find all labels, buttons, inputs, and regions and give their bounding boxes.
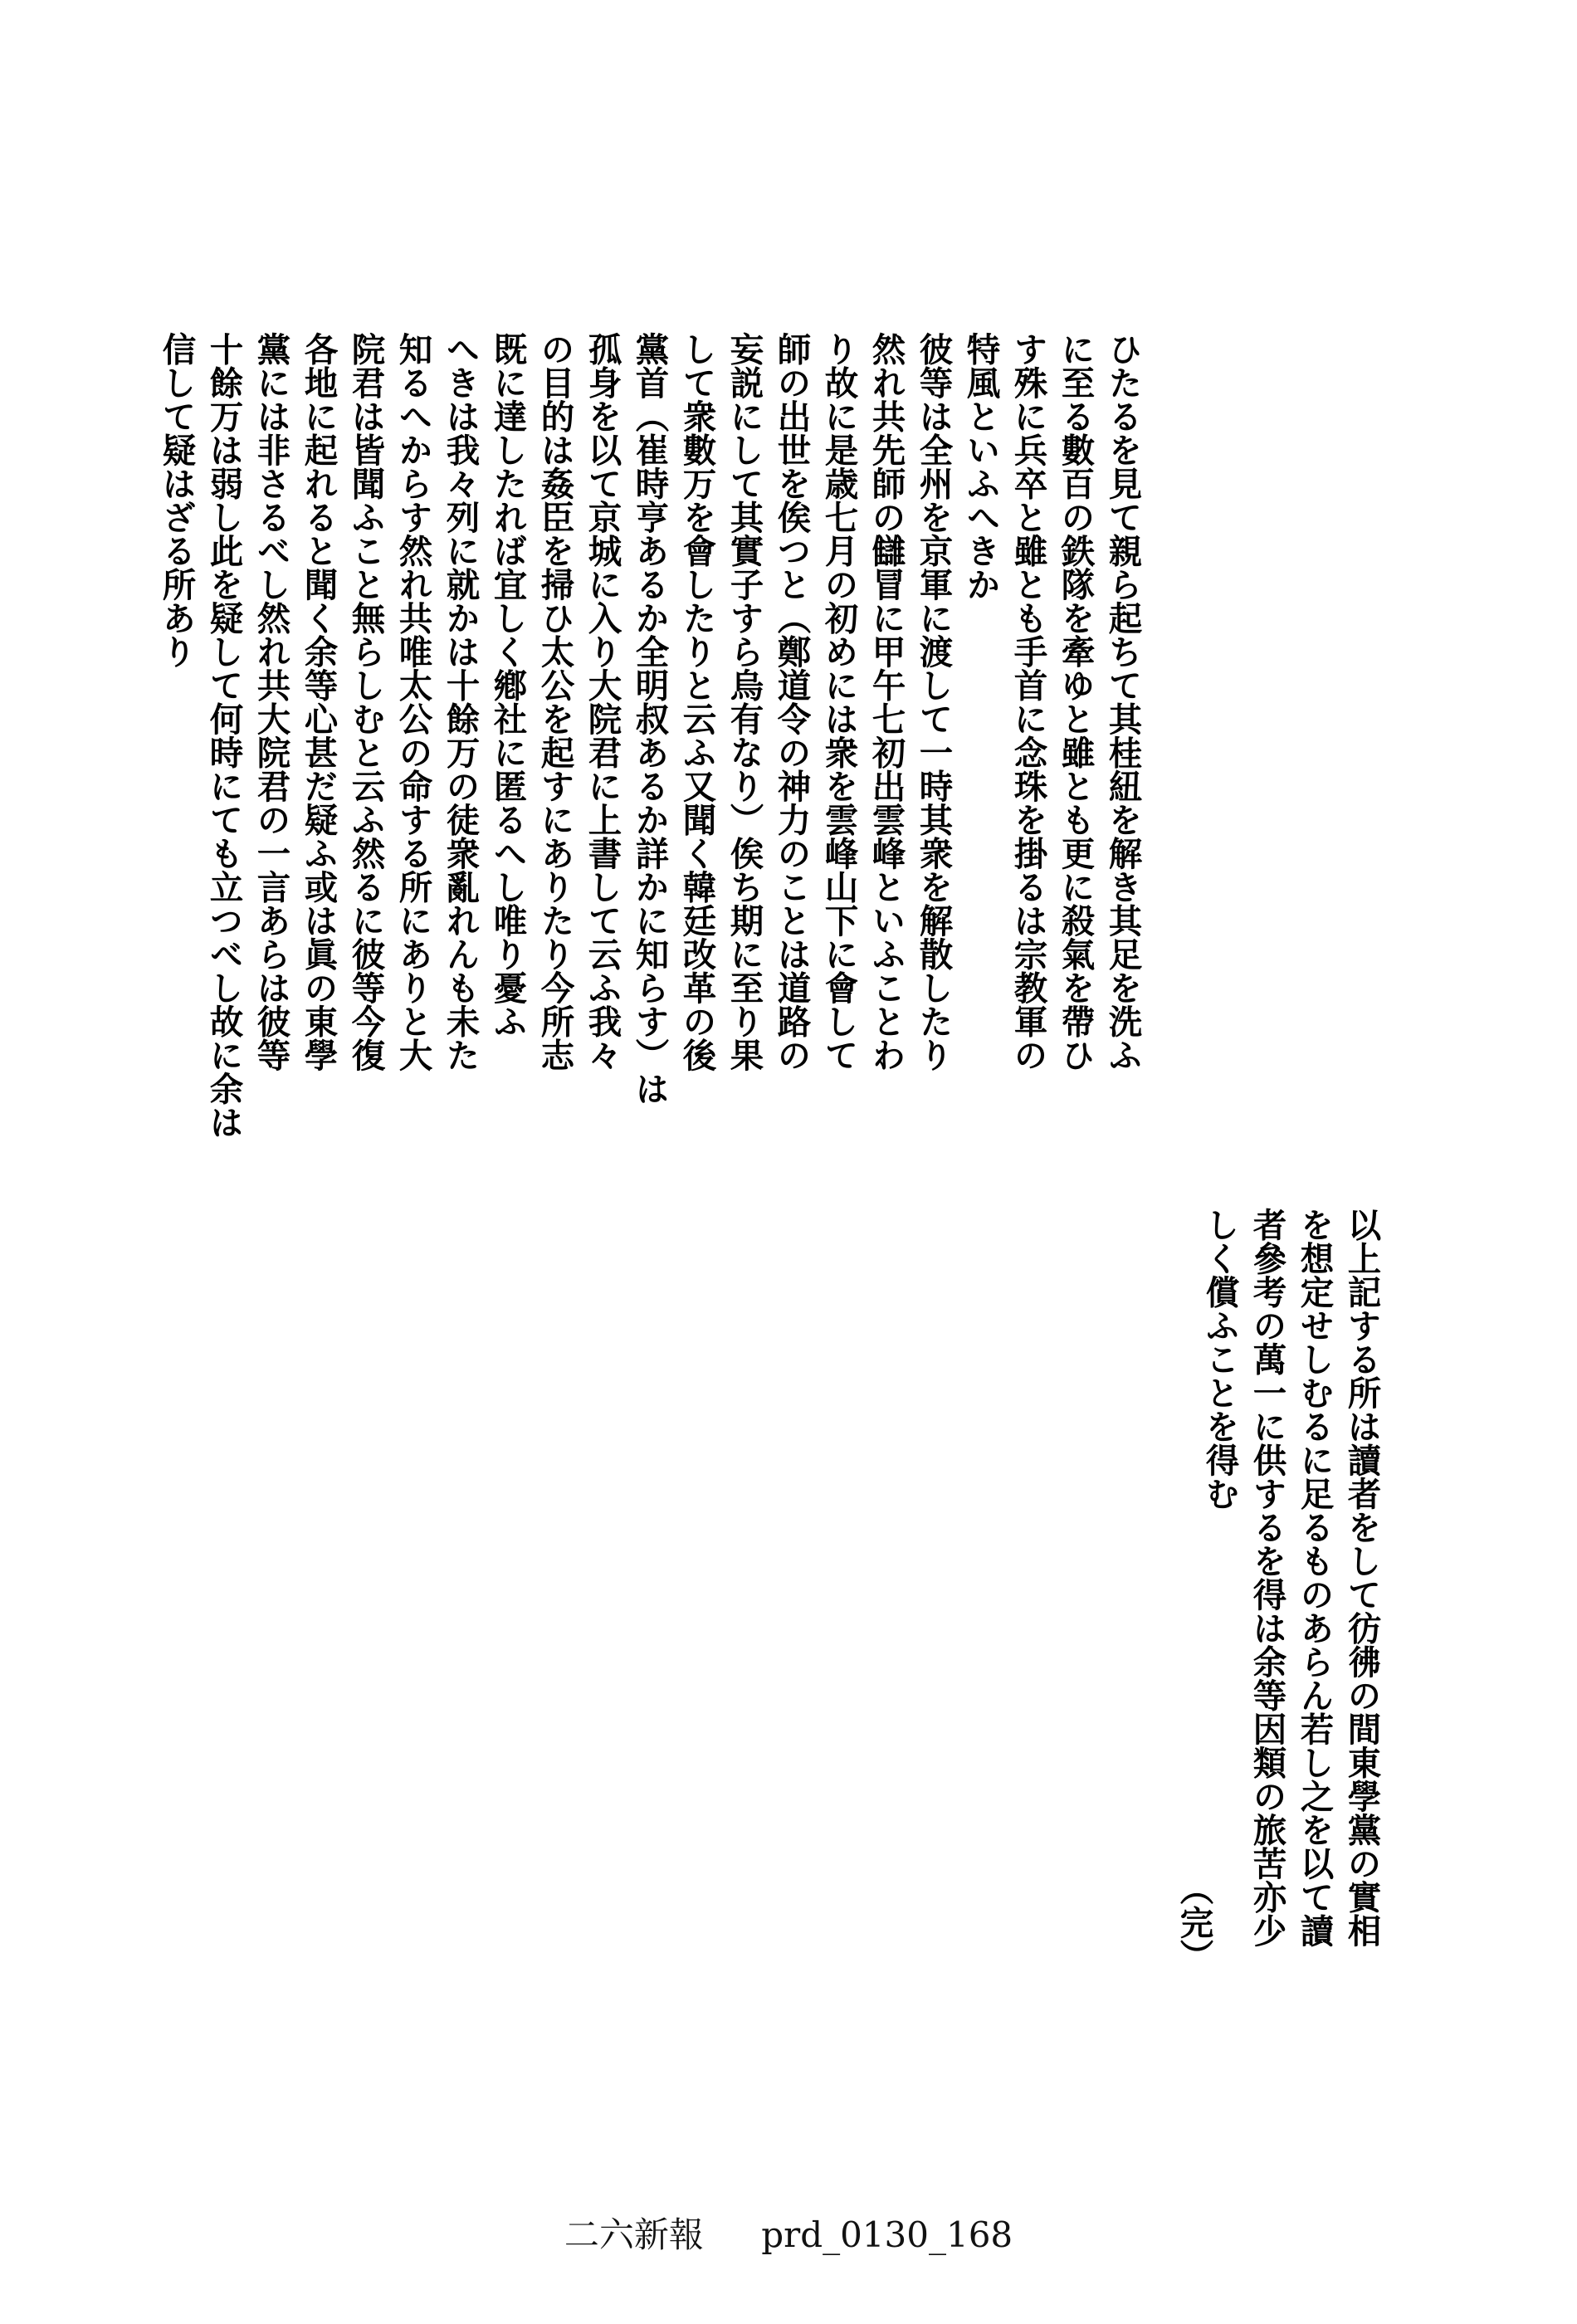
text-column: 各地に起れると聞く余等心甚だ疑ふ或は眞の東學 bbox=[298, 332, 339, 1072]
text-column: 然れ共先師の讎冒に甲午七初出雲峰といふことわ bbox=[866, 332, 906, 1072]
text-column: に至る數百の鉄隊を牽ゆと雖とも更に殺氣を帶ひ bbox=[1055, 332, 1096, 1072]
text-column: 彼等は全州を京軍に渡して一時其衆を解散したり bbox=[913, 332, 954, 1072]
text-column: 孤身を以て京城に入り大院君に上書して云ふ我々 bbox=[582, 332, 622, 1072]
end-mark: （完） bbox=[1174, 1872, 1214, 1973]
text-column: しく償ふことを得む bbox=[1199, 1208, 1240, 1511]
text-column: り故に是歳七月の初めには衆を雲峰山下に會して bbox=[818, 332, 859, 1072]
text-column: 知るへからす然れ共唯太公の命する所にありと大 bbox=[393, 332, 433, 1072]
text-column: を想定せしむるに足るものあらん若し之を以て讀 bbox=[1294, 1208, 1335, 1947]
publication-name: 二六新報 bbox=[564, 2214, 704, 2255]
page-footer bbox=[0, 2208, 1577, 2258]
page-id: prd_0130_168 bbox=[761, 2214, 1013, 2255]
text-column: 以上記する所は讀者をして彷彿の間東學黨の實相 bbox=[1341, 1208, 1382, 1947]
text-column: す殊に兵卒と雖とも手首に念珠を掛るは宗教軍の bbox=[1008, 332, 1048, 1072]
text-column: 十餘万は弱し此を疑して何時にても立つべし故に余は bbox=[203, 332, 244, 1139]
text-column: して衆數万を會したりと云ふ又聞く韓廷改革の後 bbox=[676, 332, 717, 1072]
text-column: ひたるを見て親ら起ちて其桂紐を解き其足を洗ふ bbox=[1102, 332, 1143, 1072]
text-column: へきは我々列に就かは十餘万の徒衆亂れんも未た bbox=[440, 332, 481, 1072]
text-column: 者參考の萬一に供するを得は余等因類の旅苦亦少 bbox=[1247, 1208, 1287, 1947]
text-column: 既に達したれば宜しく鄕社に匿るへし唯り憂ふ bbox=[487, 332, 528, 1038]
text-column: 妄説にして其實子すら烏有なり）俟ち期に至り果 bbox=[724, 332, 764, 1072]
text-column: の目的は姦臣を掃ひ太公を起すにありたり今所志 bbox=[535, 332, 575, 1072]
text-column: 信して疑はざる所あり bbox=[156, 332, 197, 668]
text-column: 師の出世を俟つと（鄭道令の神力のことは道路の bbox=[771, 332, 812, 1072]
text-column: 院君は皆聞ふこと無らしむと云ふ然るに彼等今復 bbox=[345, 332, 386, 1072]
text-column: 黨には非さるべし然れ共大院君の一言あらは彼等 bbox=[251, 332, 291, 1072]
text-column: 特風といふへきか bbox=[960, 332, 1001, 601]
text-column: 黨首（崔時亨あるか全明叔あるか詳かに知らす）は bbox=[629, 332, 670, 1106]
